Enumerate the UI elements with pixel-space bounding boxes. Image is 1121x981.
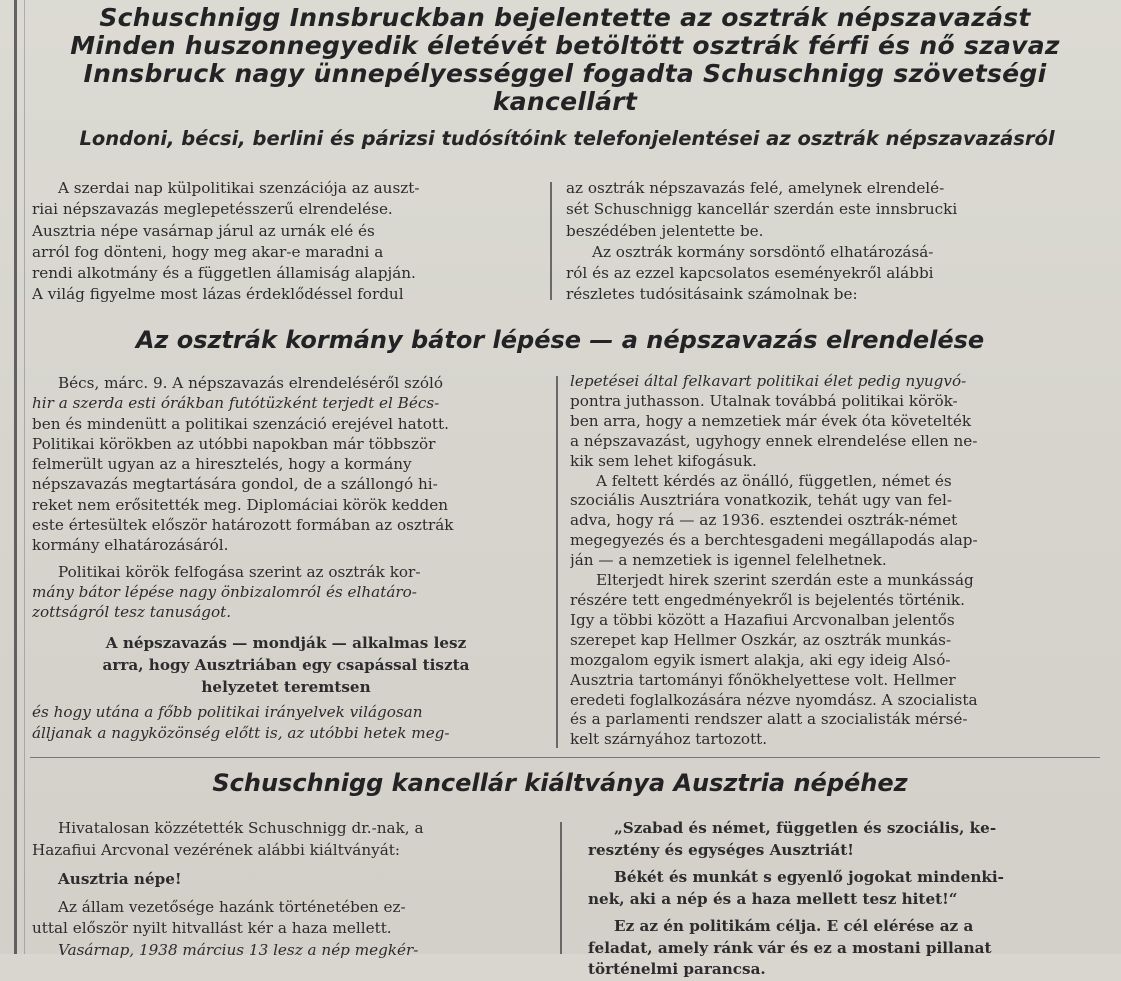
text-line: részére tett engedményekről is bejelentés történik. [570,590,965,609]
headline-line-4: kancellárt [492,87,638,116]
text-line: hir a szerda esti órákban futótüzként terjedt el Bécs- [32,394,440,413]
text-line: arról fog dönteni, hogy meg akar-e maradni a [32,242,384,261]
text-line: lepetései által felkavart politikai élet pedig nyugvó- [570,372,967,390]
text-line: Vasárnap, 1938 március 13 lesz a nép megkér- [58,940,419,959]
text-line: sét Schuschnigg kancellár szerdán este innsbrucki [566,200,958,219]
text-line: Elterjedt hirek szerint szerdán este a munkásság [596,571,974,590]
text-line: Ausztria népe vasárnap járul az urnák elé és [32,221,375,240]
text-line: mozgalom egyik ismert alakja, aki egy ideig Alsó- [570,650,951,669]
text-line: resztény és egységes Ausztriát! [588,840,854,859]
text-line: uttal először nyilt hitvallást kér a haza mellett. [32,919,392,937]
section-title-1: Az osztrák kormány bátor lépése — a népszavazás elrendelése [135,326,985,354]
text-line: Politikai körökben az utóbbi napokban már többször [32,434,436,453]
text-line: rendi alkotmány és a független államiság alapján. [32,264,416,283]
text-line: feladat, amely ránk vár és ez a mostani pillanat [588,938,992,957]
text-line: kormány elhatározásáról. [32,536,229,555]
text-line: felmerült ugyan az a hiresztelés, hogy a kormány [32,455,412,474]
intro-left-column [32,178,540,306]
text-line: ben arra, hogy a nemzetiek már évek óta követelték [570,411,972,430]
text-line: a népszavazást, ugyhogy ennek elrendelése ellen ne- [570,431,978,450]
text-line: álljanak a nagyközönség előtt is, az utóbbi hetek meg- [32,723,450,742]
text-line: nek, aki a nép és a haza mellett tesz hitet!“ [588,889,958,908]
text-line: történelmi parancsa. [588,960,766,978]
column-divider [556,376,558,748]
text-line: részletes tudósitásaink számolnak be: [566,285,858,304]
text-line: „Szabad és német, független és szociális, ke- [614,819,997,837]
section1-quote [32,632,540,698]
quote-line: A népszavazás — mondják — alkalmas lesz [105,634,467,652]
section1-right-column [570,372,1080,750]
text-line: Ausztria népe! [58,870,182,888]
text-line: beszédében jelentette be. [566,221,764,240]
text-line: Békét és munkát s egyenlő jogokat mindenki- [614,868,1004,886]
quote-line: helyzetet teremtsen [201,678,371,696]
text-line: ján — a nemzetiek is igennel felelhetnek. [570,551,887,570]
text-line: szociális Ausztriára vonatkozik, tehát ugy van fel- [570,491,952,510]
text-line: megegyezés és a berchtesgadeni megállapodás alap- [570,531,978,550]
text-line: Hivatalosan közzétették Schuschnigg dr.-nak, a [58,819,424,837]
headline-line-1: Schuschnigg Innsbruckban bejelentette az osztrák népszavazást [99,3,1031,32]
text-line: ról és az ezzel kapcsolatos eseményekről alábbi [566,264,934,283]
text-line: riai népszavazás meglepetésszerű elrendelése. [32,200,393,219]
text-line: Az osztrák kormány sorsdöntő elhatározásá- [592,242,934,261]
section-divider [30,757,1100,758]
column-divider [560,822,562,954]
section-title-2: Schuschnigg kancellár kiáltványa Ausztria népéhez [212,769,908,797]
text-line: A világ figyelme most lázas érdeklődéssel fordul [32,285,404,304]
headline-line-2: Minden huszonnegyedik életévét betöltött osztrák férfi és nő szavaz [70,31,1060,60]
text-line: Hazafiui Arcvonal vezérének alábbi kiáltványát: [32,840,400,859]
text-line: reket nem erősitették meg. Diplomáciai körök kedden [32,495,448,514]
text-line: A szerdai nap külpolitikai szenzációja az auszt- [58,179,420,197]
text-line: este értesültek először határozott formában az osztrák [32,516,454,535]
text-line: Az állam vezetősége hazánk történetében ez- [58,897,406,916]
subheadline: Londoni, bécsi, berlini és párizsi tudósítóink telefonjelentései az osztrák népszavazásról [79,127,1055,150]
text-line: Bécs, márc. 9. A népszavazás elrendeléséről szóló [58,374,443,392]
text-line: Ez az én politikám célja. E cél elérése az a [614,917,974,935]
text-line: eredeti foglalkozására nézve nyomdász. A szocialista [570,690,978,709]
page-margin-rule [14,0,17,954]
section2-left-column [32,818,542,961]
text-line: ben és mindenütt a politikai szenzáció erejével hatott. [32,414,449,433]
text-line: népszavazás megtartására gondol, de a szállongó hi- [32,475,438,494]
text-line: A feltett kérdés az önálló, független, német és [596,471,952,490]
text-line: és a parlamenti rendszer alatt a szocialisták mérsé- [570,710,968,729]
text-line: adva, hogy rá — az 1936. esztendei osztrák-német [570,511,958,530]
text-line: pontra juthasson. Utalnak továbbá politikai körök- [570,391,958,410]
text-line: és hogy utána a főbb politikai irányelvek világosan [32,703,423,721]
text-line: kik sem lehet kifogásuk. [570,451,757,470]
text-line: Igy a többi között a Hazafiui Arcvonalban jelentős [570,610,955,629]
column-divider [550,182,552,300]
text-line: kelt szárnyához tartozott. [570,730,768,749]
text-line: mány bátor lépése nagy önbizalomról és elhatáro- [32,582,417,601]
headline-line-3: Innsbruck nagy ünnepélyességgel fogadta Schuschnigg szövetségi [83,59,1047,88]
text-line: Politikai körök felfogása szerint az osztrák kor- [58,562,421,581]
section2-right-column [588,818,1100,981]
quote-line: arra, hogy Ausztriában egy csapással tiszta [102,656,470,674]
text-line: az osztrák népszavazás felé, amelynek elrendelé- [566,179,945,197]
section1-left-column [32,373,540,623]
text-line: szerepet kap Hellmer Oszkár, az osztrák munkás- [570,630,952,649]
section1-left-ending [32,702,540,743]
intro-right-column [566,178,1072,306]
text-line: Ausztria tartományi főnökhelyettese volt. Hellmer [570,670,956,689]
text-line: zottságról tesz tanuságot. [32,603,232,622]
